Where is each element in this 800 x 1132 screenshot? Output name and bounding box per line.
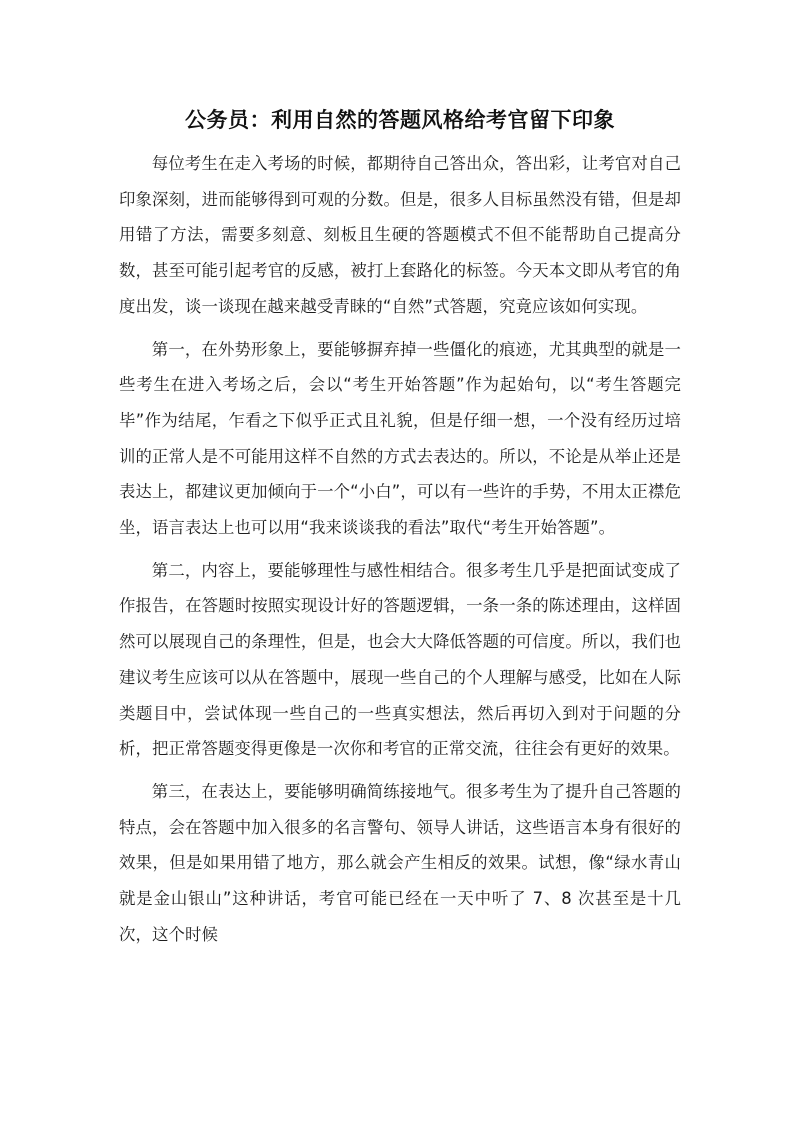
paragraph-second-point: 第二，内容上，要能够理性与感性相结合。很多考生几乎是把面试变成了作报告，在答题时按照实现设计好的答题逻辑，一条一条的陈述理由，这样固然可以展现自己的条理性，但是，也会大大降低答题的可信度。所以，我们也建议考生应该可以从在答题中，展现一些自己的个人理解与感受，比如在人际类题目中，尝试体现一些自己的一些真实想法，然后再切入到对于问题的分析，把正常答题变得更像是一次你和考官的正常交流，往往会有更好的效果。	[119, 560, 681, 759]
paragraph-first-point: 第一，在外势形象上，要能够摒弃掉一些僵化的痕迹，尤其典型的就是一些考生在进入考场之后，会以“考生开始答题”作为起始句，以“考生答题完毕”作为结尾，乍看之下似乎正式且礼貌，但是仔细一想，一个没有经历过培训的正常人是不可能用这样不自然的方式去表达的。所以，不论是从举止还是表达上，都建议更加倾向于一个“小白”，可以有一些许的手势，不用太正襟危坐，语言表达上也可以用“我来谈谈我的看法”取代“考生开始答题”。	[119, 339, 681, 538]
document-body	[119, 146, 681, 959]
document-title: 公务员：利用自然的答题风格给考官留下印象	[185, 108, 615, 132]
paragraph-third-point: 第三，在表达上，要能够明确简练接地气。很多考生为了提升自己答题的特点，会在答题中加入很多的名言警句、领导人讲话，这些语言本身有很好的效果，但是如果用错了地方，那么就会产生相反的效果。试想，像“绿水青山就是金山银山”这种讲话，考官可能已经在一天中听了 7、8 次甚至是十几次，这个时候	[119, 781, 681, 944]
paragraph-intro: 每位考生在走入考场的时候，都期待自己答出众，答出彩，让考官对自己印象深刻，进而能够得到可观的分数。但是，很多人目标虽然没有错，但是却用错了方法，需要多刻意、刻板且生硬的答题模式不但不能帮助自己提高分数，甚至可能引起考官的反感，被打上套路化的标签。今天本文即从考官的角度出发，谈一谈现在越来越受青睐的“自然”式答题，究竟应该如何实现。	[119, 154, 681, 316]
